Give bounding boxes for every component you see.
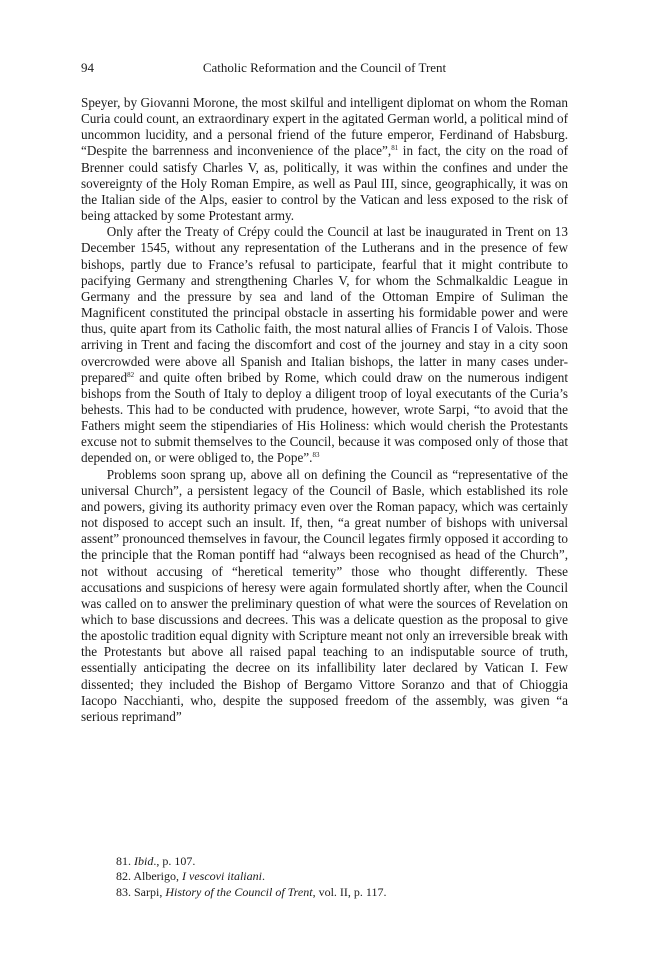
footnote-marker: 82 (127, 370, 135, 379)
footnote (116, 854, 566, 869)
paragraph (81, 95, 568, 224)
italic-text: Ibid (134, 854, 154, 868)
page-number: 94 (81, 60, 94, 75)
text-run: in fact, the city on the road of Brenner could satisfy Charles V, as, politically, it was within the confines and under the sovereignty of the Holy Roman Empire, as well as Paul III, since, geographically, it was on the Italian side of the Alps, easier to control by the Vatican and less exposed to the risk of being attacked by some Protestant army. (81, 143, 568, 224)
body-text (81, 95, 568, 725)
italic-text: History of the Council of Trent (165, 884, 313, 899)
italic-text: I vescovi italiani (182, 869, 262, 884)
text-run: Sarpi, (134, 884, 166, 899)
text-run: and quite often bribed by Rome, which could draw on the numerous indigent bishops from the South of Italy to deploy a diligent troop of loyal executants of the Curia’s behests. This had to be conducted with prudence, however, wrote Sarpi, “to avoid that the Fathers might seem the stipendiaries of His Holiness: which would cherish the Protestants excuse not to submit themselves to the Council, because it was composed only of those that depended on, or were obliged to, the Pope”. (81, 369, 568, 466)
text-run: Speyer, by Giovanni Morone, the most skilful and intelligent diplomat on whom the Roman Curia could count, an extraordinary expert in the agitated German world, a political mind of uncommon lucidity, and a personal friend of the future emperor, Ferdinand of Habsburg. “Despite the barrenness and inconvenience of the place”, (81, 95, 568, 159)
footnote-number: 81. (116, 854, 131, 868)
text-run: ., p. 107. (153, 854, 196, 868)
text-run: Alberigo, (133, 869, 182, 884)
paragraph (81, 467, 568, 726)
footnote-number: 82. (116, 869, 131, 884)
footnotes (116, 854, 566, 900)
footnote-number: 83. (116, 884, 131, 899)
text-run: Problems soon sprang up, above all on defining the Council as “representative of the universal Church”, a persistent legacy of the Council of Basle, which established its role and powers, giving its authority primacy even over the Roman papacy, which was certainly not disposed to accept such an insult. If, then, “a great number of bishops with universal assent” pronounced themselves in favour, the Council legates firmly opposed it according to the principle that the Roman pontiff had “always been recognised as head of the Church”, not without accusing of “heretical temerity” those who thought differently. These accusations and suspicions of heresy were again formulated shortly after, when the Council was called on to answer the preliminary question of what were the sources of Revelation on which to base discussions and decrees. This was a delicate question as the proposal to give the apostolic tradition equal dignity with Scripture meant not only an irreversible break with the Protestants but above all raised papal teaching to an indisputable source of truth, essentially anticipating the decree on its infallibility later declared by Vatican I. Few dissented; they included the Bishop of Bergamo Vittore Soranzo and that of Chioggia Iacopo Nacchianti, who, despite the supposed freedom of the assembly, was given “a serious reprimand” (81, 466, 568, 724)
text-run: . (261, 869, 265, 884)
footnote (116, 885, 566, 900)
text-run: , vol. II, p. 117. (312, 884, 387, 899)
paragraph (81, 224, 568, 466)
footnote-marker: 81 (391, 144, 399, 153)
running-title: Catholic Reformation and the Council of Trent (202, 60, 447, 75)
text-run: Only after the Treaty of Crépy could the Council at last be inaugurated in Trent on 13 December 1545, without any representation of the Lutherans and in the presence of few bishops, partly due to France’s refusal to participate, fearful that it might contribute to pacifying Germany and strengthening Charles V, for whom the Schmalkaldic League in Germany and the pressure by sea and land of the Ottoman Empire of Suliman the Magnificent constituted the principal obstacle in asserting his formidable power and were thus, quite apart from its Catholic faith, the most natural allies of Francis I of Valois. Those arriving in Trent and facing the discomfort and cost of the journey and stay in a city soon overcrowded were above all Spanish and Italian bishops, the latter in many cases under-prepared (81, 224, 568, 385)
footnote-marker: 83 (312, 451, 320, 460)
page-header (81, 60, 568, 80)
footnote (116, 869, 566, 884)
